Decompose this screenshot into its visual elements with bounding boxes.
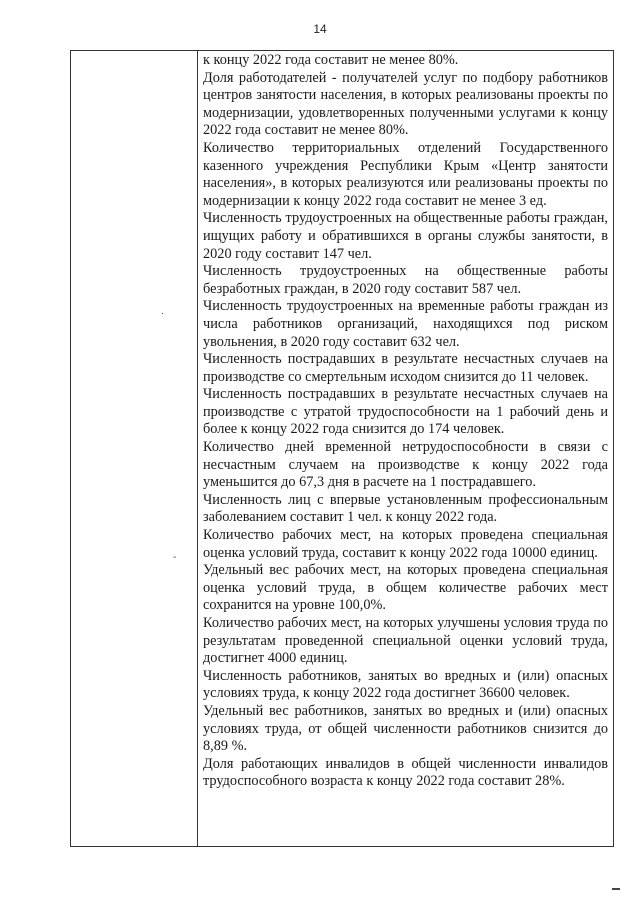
paragraph: Численность пострадавших в результате несчастных случаев на производстве со смертельным исходом снизится до 11 человек. — [203, 351, 608, 385]
page-edge-mark — [612, 888, 620, 890]
paragraph: Численность работников, занятых во вредных и (или) опасных условиях труда, к концу 2022 года достигнет 36600 человек. — [203, 667, 608, 702]
paragraph: к концу 2022 года составит не менее 80%. — [203, 52, 459, 68]
paragraph: Количество рабочих мест, на которых проведена специальная оценка условий труда, составит к концу 2022 года 10000 единиц. — [203, 527, 608, 561]
left-column — [71, 51, 198, 846]
paragraph: Численность трудоустроенных на общественные работы безработных граждан, в 2020 году составит 587 чел. — [203, 263, 608, 297]
document-table — [70, 50, 614, 847]
paragraph: Доля работающих инвалидов в общей численности инвалидов трудоспособного возраста к концу 2022 года составит 28%. — [203, 755, 608, 790]
paragraph: Численность лиц с впервые установленным профессиональным заболеванием составит 1 чел. к концу 2022 года. — [203, 491, 608, 526]
paragraph: Численность трудоустроенных на временные работы граждан из числа работников организаций, находящихся под риском увольнения, в 2020 году составит 632 чел. — [203, 298, 608, 350]
paragraph: Удельный вес работников, занятых во вредных и (или) опасных условиях труда, от общей численности работников снизится до 8,89 %. — [203, 702, 608, 755]
paragraph: Количество дней временной нетрудоспособности в связи с несчастным случаем на производстве к концу 2022 года уменьшится до 67,3 дня в расчете на 1 пострадавшего. — [203, 439, 608, 491]
page-number: 14 — [313, 22, 327, 36]
paragraph: Численность пострадавших в результате несчастных случаев на производстве с утратой трудоспособности на 1 рабочий день и более к концу 2022 года снизится до 174 человек. — [203, 386, 608, 438]
paragraph: Количество территориальных отделений Государственного казенного учреждения Республики Крым «Центр занятости населения», в которых реализуются или реализованы проекты по модернизации к концу 2022 года составит не менее 3 ед. — [203, 139, 608, 209]
margin-mark: . — [161, 306, 164, 317]
right-column — [198, 51, 613, 846]
paragraph: Численность трудоустроенных на общественные работы граждан, ищущих работу и обратившихся в органы службы занятости, в 2020 году составит 147 чел. — [203, 210, 608, 262]
paragraph: Количество рабочих мест, на которых улучшены условия труда по результатам проведенной специальной оценки условий труда, достигнет 4000 единиц. — [203, 615, 608, 667]
margin-mark: - — [173, 552, 177, 563]
paragraph: Удельный вес рабочих мест, на которых проведена специальная оценка условий труда, в общем количестве рабочих мест сохранится на уровне 100,0%. — [203, 562, 608, 614]
paragraph: Доля работодателей - получателей услуг по подбору работников центров занятости населения, в которых реализованы проекты по модернизации, удовлетворенных полученными услугами к концу 2022 года составит не менее 80%. — [203, 69, 608, 139]
